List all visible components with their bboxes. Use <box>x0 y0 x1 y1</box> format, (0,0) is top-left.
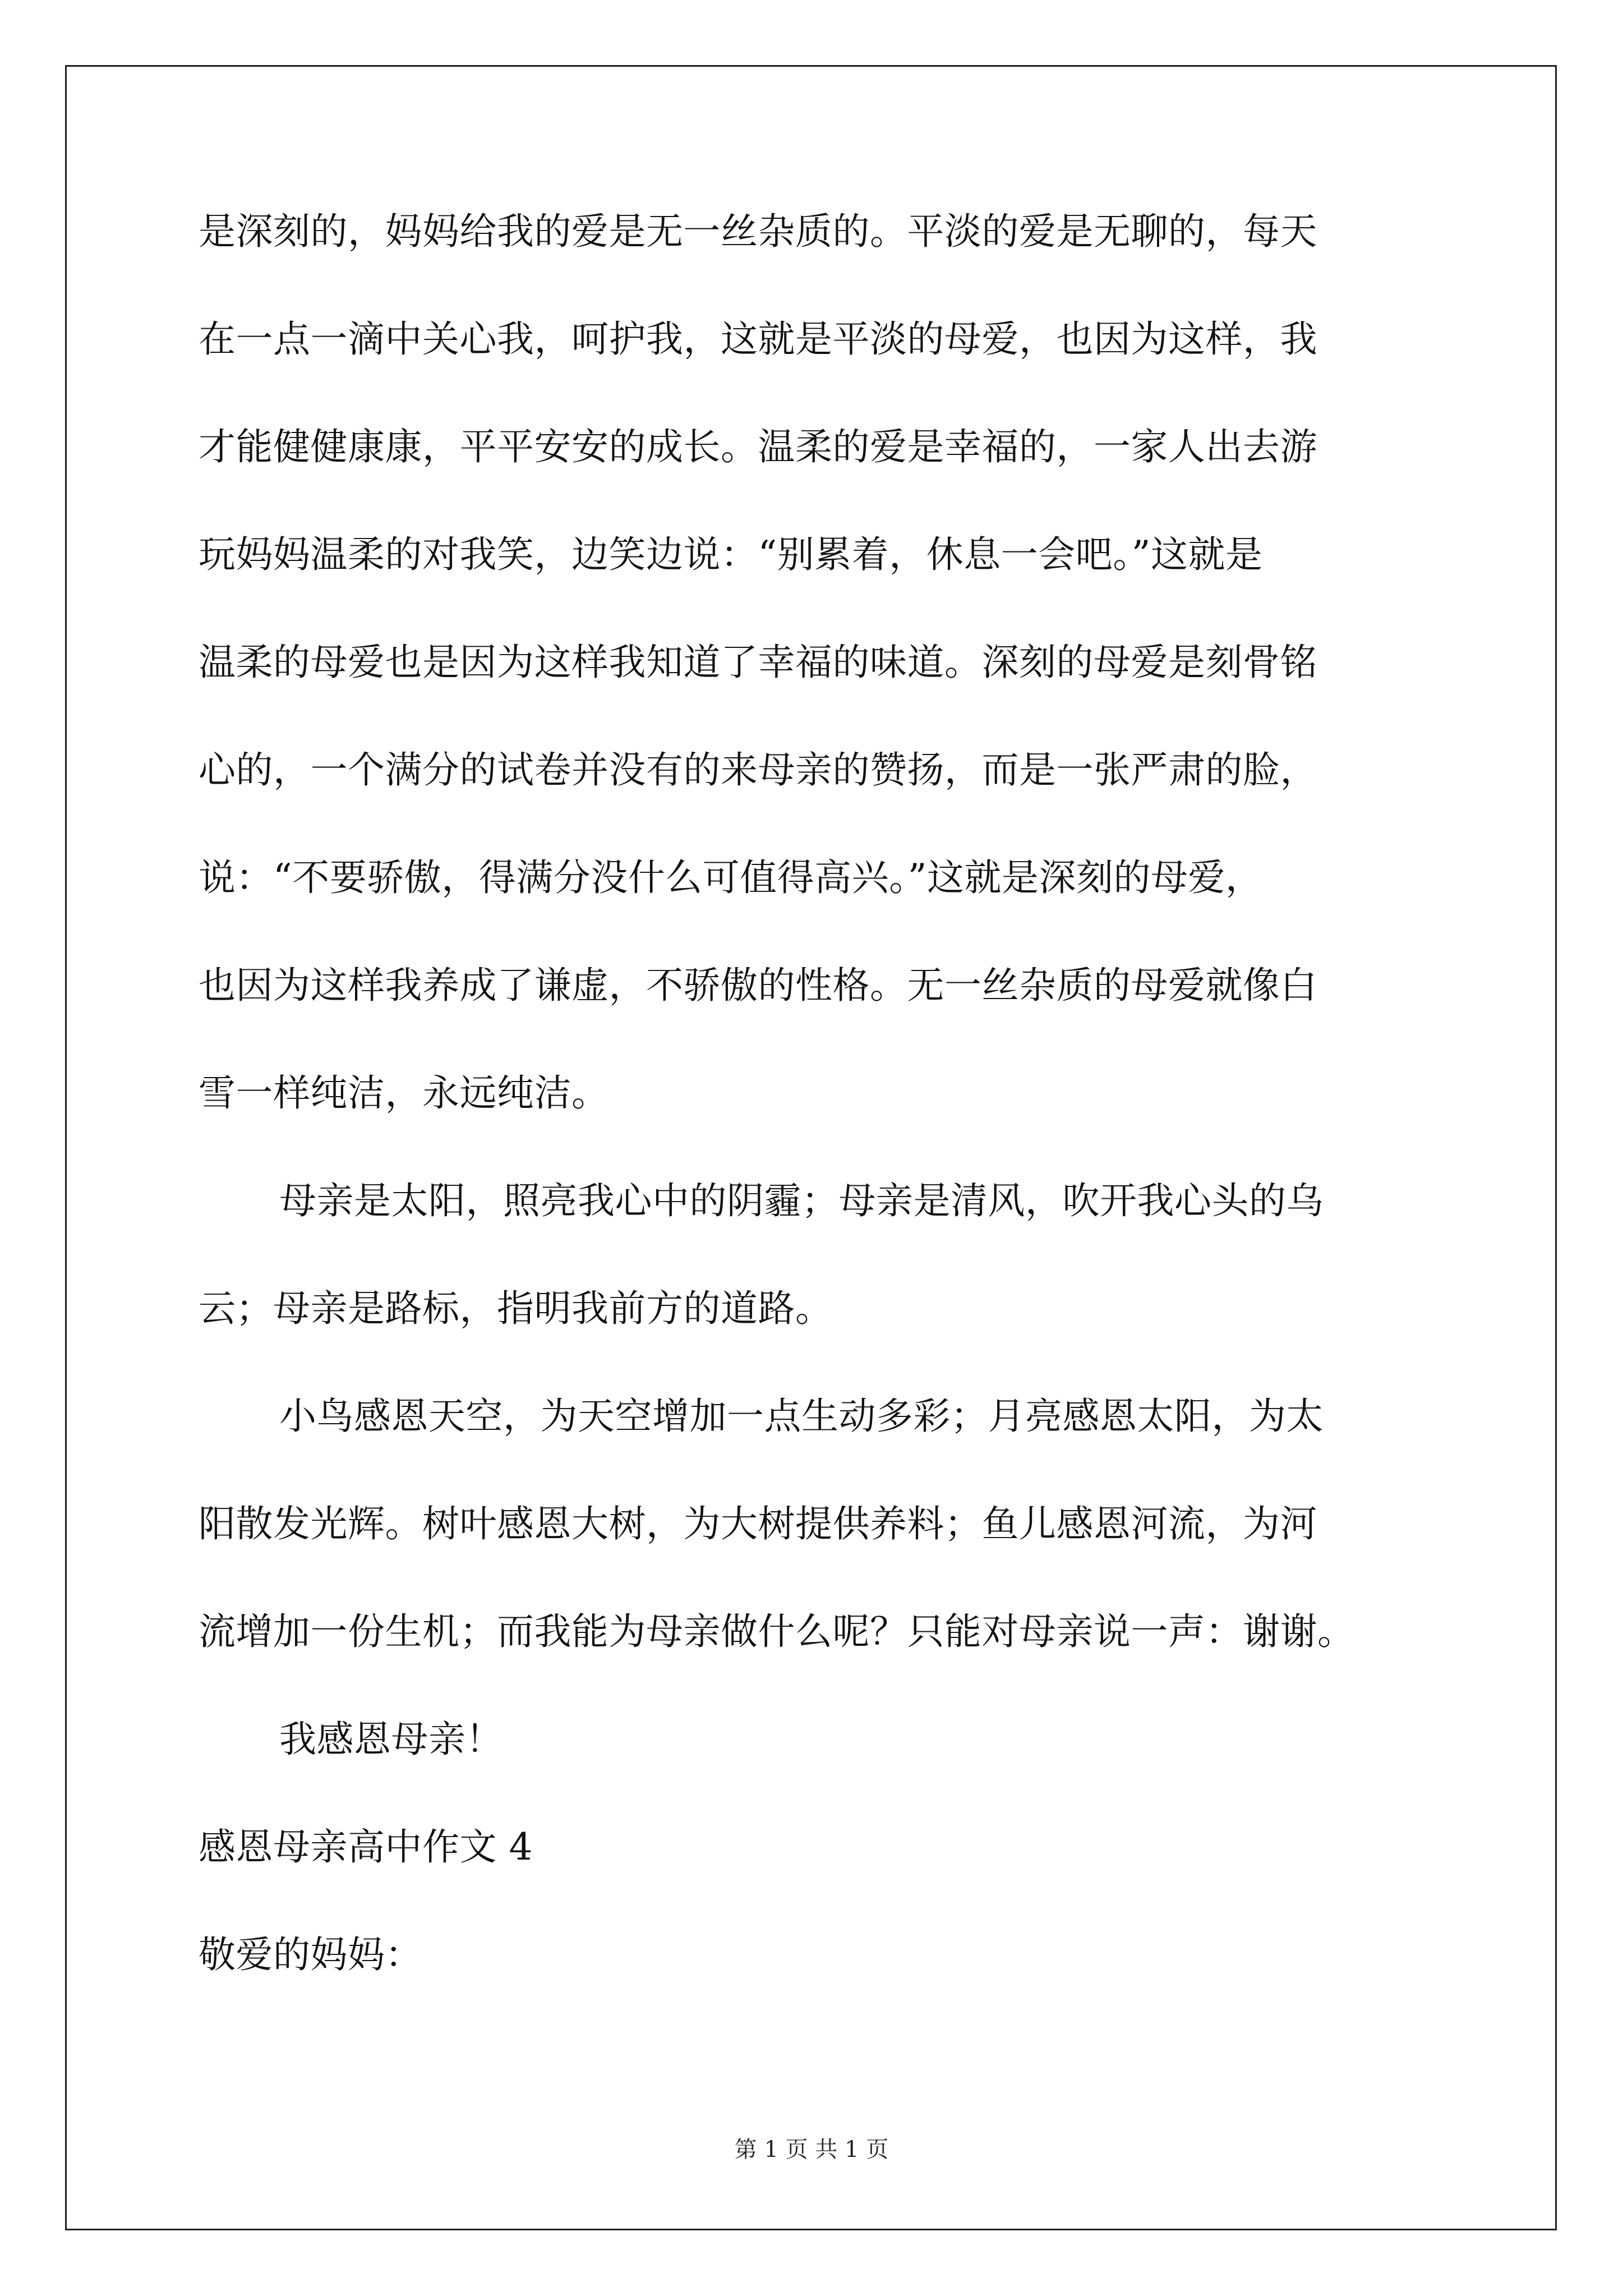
text-line: 说：“不要骄傲，得满分没什么可值得高兴。”这就是深刻的母爱， <box>199 856 1263 899</box>
text-line: 云；母亲是路标，指明我前方的道路。 <box>199 1287 833 1330</box>
paragraph-start-line: 我感恩母亲！ <box>279 1718 503 1761</box>
text-line: 心的，一个满分的试卷并没有的来母亲的赞扬，而是一张严肃的脸， <box>199 748 1317 792</box>
paragraph-start-line: 母亲是太阳，照亮我心中的阴霾；母亲是清风，吹开我心头的乌 <box>279 1179 1324 1222</box>
text-line: 流增加一份生机；而我能为母亲做什么呢？只能对母亲说一声：谢谢。 <box>199 1610 1355 1653</box>
text-line: 阳散发光辉。树叶感恩大树，为大树提供养料；鱼儿感恩河流，为河 <box>199 1502 1317 1545</box>
text-line: 玩妈妈温柔的对我笑，边笑边说：“别累着，休息一会吧。”这就是 <box>199 533 1263 576</box>
text-line: 也因为这样我养成了谦虚，不骄傲的性格。无一丝杂质的母爱就像白 <box>199 964 1317 1007</box>
text-line: 才能健健康康，平平安安的成长。温柔的爱是幸福的，一家人出去游 <box>199 425 1317 468</box>
text-line: 在一点一滴中关心我，呵护我，这就是平淡的母爱，也因为这样，我 <box>199 318 1317 361</box>
page-footer: 第 1 页 共 1 页 <box>734 2137 889 2162</box>
text-line: 温柔的母爱也是因为这样我知道了幸福的味道。深刻的母爱是刻骨铭 <box>199 641 1317 684</box>
section-title: 感恩母亲高中作文 4 <box>199 1825 533 1869</box>
text-line: 是深刻的，妈妈给我的爱是无一丝杂质的。平淡的爱是无聊的，每天 <box>199 210 1317 253</box>
salutation: 敬爱的妈妈： <box>199 1933 422 1976</box>
paragraph-start-line: 小鸟感恩天空，为天空增加一点生动多彩；月亮感恩太阳，为太 <box>279 1395 1324 1438</box>
page-border <box>65 65 1557 2230</box>
text-line: 雪一样纯洁，永远纯洁。 <box>199 1071 609 1115</box>
